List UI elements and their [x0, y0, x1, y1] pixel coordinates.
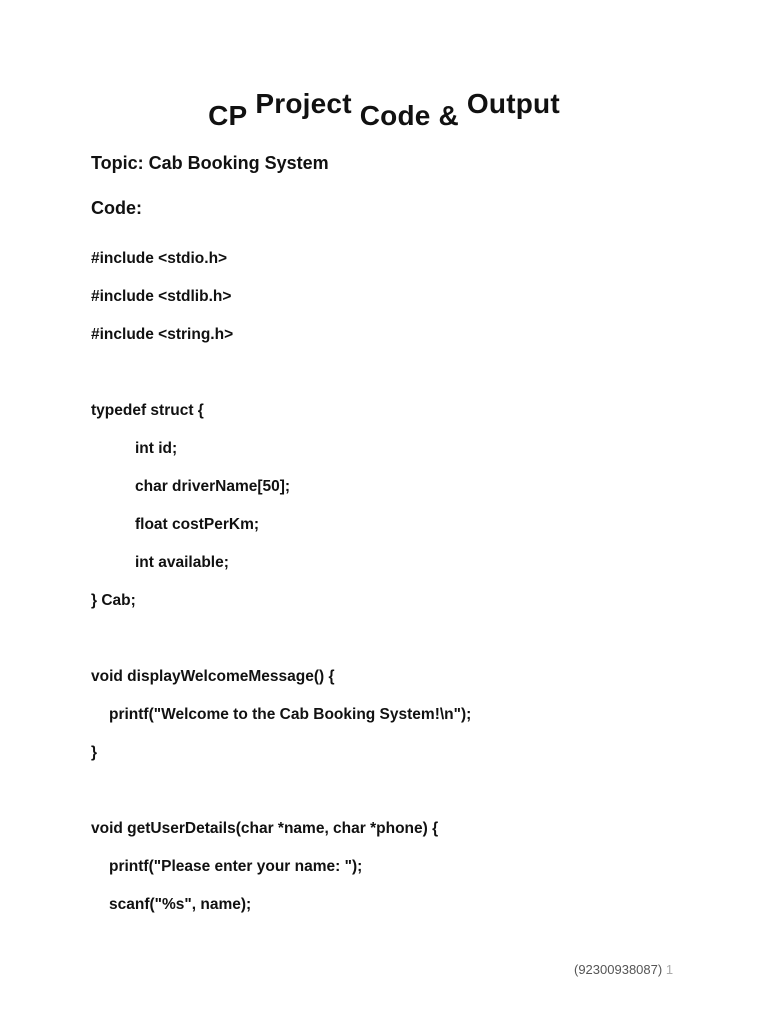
code-line: void displayWelcomeMessage() {: [91, 668, 335, 685]
page-footer: [574, 962, 673, 977]
title-word: Project: [255, 88, 352, 119]
code-line-blank: [91, 620, 711, 658]
code-line: }: [91, 744, 98, 761]
code-line: } Cab;: [91, 592, 136, 609]
code-line: #include <stdlib.h>: [91, 288, 232, 305]
code-line: scanf("%s", name);: [109, 896, 252, 913]
code-line: void getUserDetails(char *name, char *phone) {: [91, 820, 439, 837]
title-word: Output: [466, 88, 560, 119]
title-word: &: [438, 100, 459, 131]
page-number: 1: [665, 962, 674, 977]
code-line: printf("Please enter your name: ");: [109, 858, 363, 875]
page-title: [0, 88, 768, 131]
code-line: typedef struct {: [91, 402, 204, 419]
code-line-blank: [91, 772, 711, 810]
topic-heading: Topic: Cab Booking System: [91, 153, 329, 173]
code-block: [91, 240, 711, 924]
code-line: #include <string.h>: [91, 326, 234, 343]
title-word: CP: [208, 100, 248, 131]
code-line: int available;: [135, 554, 229, 571]
code-line: float costPerKm;: [135, 516, 260, 533]
footer-id: (92300938087): [574, 962, 663, 977]
code-line: printf("Welcome to the Cab Booking System!\n");: [109, 706, 472, 723]
code-line: int id;: [135, 440, 178, 457]
code-line: char driverName[50];: [135, 478, 291, 495]
title-word: Code: [359, 100, 431, 131]
code-line: #include <stdio.h>: [91, 250, 228, 267]
code-heading: Code:: [91, 198, 142, 218]
code-line-blank: [91, 354, 711, 392]
